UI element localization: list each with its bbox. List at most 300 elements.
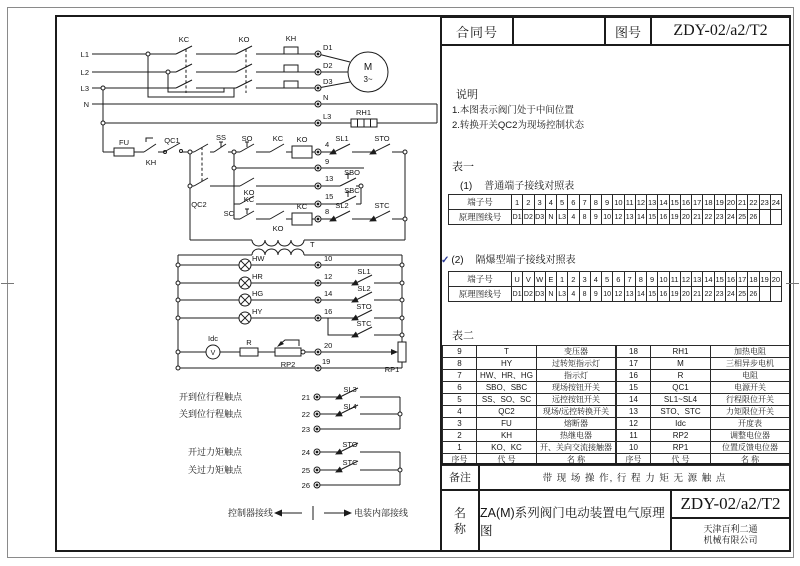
switch-blade <box>356 292 372 300</box>
component-cell: KH <box>477 430 537 442</box>
table1-sub2-title: 隔爆型端子接线对照表 <box>475 255 576 266</box>
terminal-cell: V <box>523 272 534 287</box>
terminal-cell: D2 <box>523 287 534 302</box>
terminal-cell: 7 <box>624 272 635 287</box>
switch-blade <box>356 275 372 283</box>
terminal-cell: N <box>545 210 556 225</box>
terminal-cell: 19 <box>669 210 680 225</box>
circuit-label: STO <box>356 302 372 311</box>
terminal-cell: 19 <box>759 272 770 287</box>
terminal-cell: 12 <box>613 287 624 302</box>
circuit-label: STC <box>342 458 358 467</box>
company-line2: 机械有限公司 <box>703 534 758 545</box>
junction-node <box>188 150 192 154</box>
notes-heading: 说明 <box>456 89 478 101</box>
component-cell: 调整电位器 <box>711 430 790 442</box>
circuit-label: L2 <box>80 68 89 77</box>
component-row <box>617 394 790 406</box>
component-cell: M <box>651 358 711 370</box>
component-row <box>443 442 616 454</box>
terminal-cell: 19 <box>669 287 680 302</box>
terminal-cell: 14 <box>658 195 669 210</box>
ko-coil-symbol <box>292 146 312 158</box>
potentiometer-rp1-symbol <box>398 342 406 362</box>
terminal-cell: 11 <box>669 272 680 287</box>
circuit-label: 电装内部接线 <box>354 508 409 518</box>
component-cell: RP1 <box>651 442 711 454</box>
terminal-cell: 13 <box>647 195 658 210</box>
terminal-cell <box>770 210 781 225</box>
circuit-label: HG <box>252 289 264 298</box>
terminal-cell: 4 <box>568 287 579 302</box>
circuit-label: QC1 <box>164 136 180 145</box>
circuit-label: STO <box>374 134 390 143</box>
component-cell: 序号 <box>617 454 651 466</box>
terminal-cell: 14 <box>635 210 646 225</box>
fuse-symbol <box>114 148 134 156</box>
junction-node <box>398 412 402 416</box>
component-row <box>443 406 616 418</box>
component-row <box>617 406 790 418</box>
component-cell: 17 <box>617 358 651 370</box>
circuit-label: M <box>363 62 373 73</box>
circuit-label: 19 <box>322 357 331 366</box>
terminal-cell: 23 <box>714 210 725 225</box>
junction-node <box>232 150 236 154</box>
circuit-label: KC <box>272 134 284 143</box>
terminal-cell: 18 <box>748 272 759 287</box>
rp1-arrow <box>391 349 398 355</box>
circuit-label: 23 <box>301 425 310 434</box>
legend-arrow-left <box>274 510 282 517</box>
circuit-label: N <box>83 100 89 109</box>
component-table <box>442 345 790 466</box>
terminal-dot-core <box>317 71 320 74</box>
terminal-cell: 25 <box>737 210 748 225</box>
terminal-cell: D3 <box>534 210 545 225</box>
name-block <box>440 489 791 552</box>
title-block <box>440 16 791 46</box>
terminal-cell: 10 <box>613 195 624 210</box>
junction-node <box>176 350 180 354</box>
circuit-label: RH1 <box>356 108 372 117</box>
terminal-cell: 19 <box>714 195 725 210</box>
circuit-label: 13 <box>325 174 334 183</box>
component-row <box>617 430 790 442</box>
circuit-label: 26 <box>301 481 310 490</box>
circuit-label: 10 <box>324 254 333 263</box>
terminal-cell: 12 <box>635 195 646 210</box>
component-cell: 开、关向交流接触器 <box>537 442 616 454</box>
remark-label: 备注 <box>442 465 480 489</box>
terminal-dot-core <box>317 367 320 370</box>
terminal-dot-core <box>317 122 320 125</box>
terminal-cell: 3 <box>534 195 545 210</box>
terminal-cell: 1 <box>557 272 568 287</box>
circuit-label: 25 <box>301 466 310 475</box>
circuit-label: RP2 <box>280 360 296 369</box>
contract-no-value <box>514 18 606 44</box>
circuit-label: QC2 <box>191 200 207 209</box>
component-cell: 9 <box>443 346 477 358</box>
junction-node <box>398 468 402 472</box>
circuit-label: KH <box>145 158 157 167</box>
circuit-label: 9 <box>325 157 330 166</box>
component-cell: 2 <box>443 430 477 442</box>
circuit-label: 24 <box>301 448 310 457</box>
component-cell: 13 <box>617 406 651 418</box>
circuit-label: KO <box>296 135 308 144</box>
terminal-cell: 4 <box>590 272 601 287</box>
circuit-label: SL1 <box>335 134 349 143</box>
terminal-cell: 3 <box>579 272 590 287</box>
terminal-cell: 23 <box>714 287 725 302</box>
legend-arrow-right <box>344 510 352 517</box>
terminal-cell: 15 <box>669 195 680 210</box>
circuit-label: STC <box>356 319 372 328</box>
terminal-table-row <box>449 287 782 302</box>
terminal-cell: 8 <box>579 210 590 225</box>
terminal-cell: 2 <box>523 195 534 210</box>
terminal-dot-core <box>317 317 320 320</box>
terminal-dot-core <box>317 167 320 170</box>
table1-sub2 <box>441 251 576 266</box>
terminal-cell: D2 <box>523 210 534 225</box>
terminal-table-normal <box>448 194 782 225</box>
terminal-cell: 20 <box>770 272 781 287</box>
terminal-cell: 13 <box>692 272 703 287</box>
mechanical-links <box>186 49 246 183</box>
component-row <box>443 382 616 394</box>
component-cell: 6 <box>443 382 477 394</box>
component-cell: 代 号 <box>651 454 711 466</box>
terminal-cell: 1 <box>512 195 523 210</box>
kc-coil-symbol <box>292 213 312 225</box>
junction-node <box>166 70 170 74</box>
circuit-label: 开过力矩触点 <box>187 447 242 457</box>
checkmark: ✓ <box>441 255 450 266</box>
circuit-label: HR <box>252 272 263 281</box>
name-right <box>672 491 789 550</box>
circuit-label: KO <box>243 188 255 197</box>
circuit-label: 3~ <box>363 75 373 84</box>
junction-node <box>232 166 236 170</box>
terminal-cell: 12 <box>613 210 624 225</box>
component-cell: 12 <box>617 418 651 430</box>
component-cell: 11 <box>617 430 651 442</box>
component-cell: 序号 <box>443 454 477 466</box>
terminal-cell: 7 <box>579 195 590 210</box>
terminal-cell: 23 <box>759 195 770 210</box>
circuit-label: Idc <box>207 334 219 343</box>
component-cell: 14 <box>617 394 651 406</box>
circuit-label: SBO <box>344 168 360 177</box>
terminal-dot-core <box>317 264 320 267</box>
terminal-cell: 10 <box>602 210 613 225</box>
potentiometer-rp2-symbol <box>275 348 301 356</box>
terminal-cell: 24 <box>725 287 736 302</box>
circuit-label: KO <box>238 35 250 44</box>
junction-node <box>176 298 180 302</box>
component-cell: 名 称 <box>537 454 616 466</box>
component-cell: 5 <box>443 394 477 406</box>
circuit-label: 21 <box>301 393 310 402</box>
component-cell: SL1~SL4 <box>651 394 711 406</box>
terminal-row-header: 原理图线号 <box>449 287 512 302</box>
terminal-cell <box>759 210 770 225</box>
terminal-cell: W <box>534 272 545 287</box>
table1-sub1-label: (1) <box>460 181 473 192</box>
component-cell: HY <box>477 358 537 370</box>
table1-sub1-title: 普通端子接线对照表 <box>484 181 575 192</box>
component-cell: STO、STC <box>651 406 711 418</box>
switch-blade <box>334 211 350 219</box>
circuit-label: D2 <box>323 61 333 70</box>
circuit-label: SL2 <box>357 284 371 293</box>
table1-sub2-label: (2) <box>451 255 464 266</box>
circuit-label: 8 <box>325 207 330 216</box>
terminal-cell: 15 <box>647 210 658 225</box>
component-cell: RH1 <box>651 346 711 358</box>
junction-node <box>403 150 407 154</box>
circuit-label: 14 <box>324 289 333 298</box>
component-cell: 电阻 <box>711 370 790 382</box>
terminal-cell: 11 <box>624 195 635 210</box>
circuit-label: 关过力矩触点 <box>187 465 242 475</box>
circuit-wires <box>92 46 437 520</box>
terminal-cell: 16 <box>725 272 736 287</box>
terminal-cell: 20 <box>680 210 691 225</box>
terminal-dot-core <box>317 351 320 354</box>
terminal-cell: 9 <box>647 272 658 287</box>
junction-node <box>400 316 404 320</box>
component-row <box>443 394 616 406</box>
component-row <box>443 418 616 430</box>
terminal-cell: D1 <box>512 210 523 225</box>
junction-node <box>101 86 105 90</box>
component-row <box>617 382 790 394</box>
circuit-label: L3 <box>323 112 332 121</box>
terminal-dot-core <box>316 413 319 416</box>
terminal-dot-core <box>317 203 320 206</box>
circuit-label: L3 <box>80 84 89 93</box>
terminal-cell: 13 <box>624 287 635 302</box>
component-row <box>443 430 616 442</box>
terminal-cell: 8 <box>579 287 590 302</box>
circuit-label: STO <box>342 440 358 449</box>
terminal-cell: 22 <box>748 195 759 210</box>
component-cell: 名 称 <box>711 454 790 466</box>
circuit-label: R <box>246 338 252 347</box>
switch-blade <box>356 310 372 318</box>
junction-node <box>400 281 404 285</box>
circuit-label: SL2 <box>335 201 349 210</box>
terminal-cell: L3 <box>557 287 568 302</box>
terminal-dot-core <box>317 103 320 106</box>
component-cell: 1 <box>443 442 477 454</box>
terminal-cell: 20 <box>680 287 691 302</box>
circuit-label: SO <box>241 134 253 143</box>
component-cell: T <box>477 346 537 358</box>
terminal-cell: 12 <box>680 272 691 287</box>
component-row <box>443 370 616 382</box>
terminal-cell: 16 <box>658 210 669 225</box>
component-table-left <box>442 345 616 466</box>
junction-node <box>400 298 404 302</box>
terminal-row-header: 端子号 <box>449 195 512 210</box>
junction-node <box>176 316 180 320</box>
circuit-label: KC <box>296 202 308 211</box>
terminal-cell: 14 <box>635 287 646 302</box>
terminal-cell: 9 <box>590 287 601 302</box>
component-cell: 18 <box>617 346 651 358</box>
component-cell: 三相异步电机 <box>711 358 790 370</box>
terminal-cell: 15 <box>647 287 658 302</box>
circuit-label: 15 <box>325 192 334 201</box>
circuit-label: D3 <box>323 77 333 86</box>
terminal-dot-core <box>317 299 320 302</box>
circuit-labels <box>81 34 408 518</box>
circuit-label: SBC <box>344 186 360 195</box>
circuit-label: HY <box>252 307 263 316</box>
circuit-label: SL4 <box>343 402 357 411</box>
terminal-row-header: 端子号 <box>449 272 512 287</box>
terminal-cell: 21 <box>737 195 748 210</box>
terminal-cell: 21 <box>692 210 703 225</box>
terminal-dot-core <box>317 53 320 56</box>
company-line1: 天津百利二通 <box>703 523 758 534</box>
component-row <box>617 370 790 382</box>
component-cell: QC1 <box>651 382 711 394</box>
terminal-cell: 22 <box>703 287 714 302</box>
name-label <box>442 491 480 550</box>
terminal-dot-core <box>317 282 320 285</box>
component-cell: 现场/远控转换开关 <box>537 406 616 418</box>
component-cell: 远控按钮开关 <box>537 394 616 406</box>
circuit-label: D1 <box>323 43 333 52</box>
note-line: 1.本图表示阀门处于中间位置 <box>452 105 574 116</box>
junction-node <box>301 350 305 354</box>
drawing-no-value: ZDY-02/a2/T2 <box>673 22 768 39</box>
circuit-label: 16 <box>324 307 333 316</box>
circuit-label: 12 <box>324 272 333 281</box>
component-cell: 力矩限位开关 <box>711 406 790 418</box>
circuit-label: SL3 <box>343 385 357 394</box>
terminal-cell: 26 <box>748 210 759 225</box>
component-cell: 加热电阻 <box>711 346 790 358</box>
terminal-table-row <box>449 272 782 287</box>
circuit-label: FU <box>119 138 129 147</box>
circuit-label: RP1 <box>384 365 400 374</box>
circuit-label: HW <box>252 254 265 263</box>
circuit-label: SS <box>215 133 227 142</box>
circuit-label: 控制器接线 <box>227 508 273 518</box>
terminal-cell: 2 <box>568 272 579 287</box>
terminal-cell: 10 <box>658 272 669 287</box>
terminal-cell: 4 <box>545 195 556 210</box>
circuit-label: 20 <box>324 341 333 350</box>
circuit-label: 22 <box>301 410 310 419</box>
junction-node <box>176 366 180 370</box>
registration-tick-left <box>1 283 14 284</box>
junction-node <box>400 333 404 337</box>
component-cell: 现场按钮开关 <box>537 382 616 394</box>
junction-node <box>188 184 192 188</box>
component-cell: SS、SO、SC <box>477 394 537 406</box>
terminal-cell: 5 <box>602 272 613 287</box>
circuit-label: KH <box>285 34 297 43</box>
terminal-cell: L3 <box>557 210 568 225</box>
component-cell: 行程限位开关 <box>711 394 790 406</box>
component-cell: FU <box>477 418 537 430</box>
component-cell: HW、HR、HG <box>477 370 537 382</box>
circuit-label: KC <box>178 35 190 44</box>
terminal-dot-core <box>316 451 319 454</box>
terminal-cell: 5 <box>557 195 568 210</box>
drawing-no-label: 图号 <box>606 18 652 44</box>
component-cell: 热继电器 <box>537 430 616 442</box>
company <box>672 519 789 550</box>
terminal-cell: 16 <box>680 195 691 210</box>
circuit-label: STC <box>374 201 390 210</box>
terminal-cell: 21 <box>692 287 703 302</box>
transformer-primary-coil <box>252 240 304 246</box>
junction-node <box>176 281 180 285</box>
terminal-cell: 17 <box>692 195 703 210</box>
component-cell: 4 <box>443 406 477 418</box>
component-cell: 开度表 <box>711 418 790 430</box>
component-row <box>617 418 790 430</box>
circuit-label: N <box>323 93 329 102</box>
terminal-table-row <box>449 195 782 210</box>
component-row <box>443 346 616 358</box>
switch-blade <box>356 327 372 335</box>
component-cell: 电源开关 <box>711 382 790 394</box>
terminal-dot-core <box>316 469 319 472</box>
terminal-cell <box>770 287 781 302</box>
terminal-cell: 4 <box>568 210 579 225</box>
terminal-cell: D1 <box>512 287 523 302</box>
terminal-dot-core <box>317 151 320 154</box>
terminal-cell: U <box>512 272 523 287</box>
component-cell: 7 <box>443 370 477 382</box>
junction-node <box>146 52 150 56</box>
terminal-table-row <box>449 210 782 225</box>
circuit-label: T <box>310 240 315 249</box>
circuit-diagram <box>56 16 446 552</box>
component-row <box>617 358 790 370</box>
component-cell: 15 <box>617 382 651 394</box>
component-cell: 位置反馈电位器 <box>711 442 790 454</box>
notes-list <box>452 103 584 133</box>
table1-heading: 表一 <box>452 161 474 173</box>
component-cell: Idc <box>651 418 711 430</box>
terminal-cell: 8 <box>590 195 601 210</box>
circuit-label: 关到位行程触点 <box>178 409 242 419</box>
terminal-dot-core <box>316 428 319 431</box>
terminal-cell: 8 <box>635 272 646 287</box>
component-row <box>617 346 790 358</box>
circuit-label: KC <box>243 195 255 204</box>
junction-node <box>400 263 404 267</box>
terminal-cell <box>759 287 770 302</box>
terminal-cell: 14 <box>703 272 714 287</box>
drawing-name: ZA(M)系列阀门电动装置电气原理图 <box>480 491 672 550</box>
terminal-cell: 25 <box>737 287 748 302</box>
terminal-row-header: 原理图线号 <box>449 210 512 225</box>
terminal-cell: 20 <box>725 195 736 210</box>
junction-node <box>176 263 180 267</box>
